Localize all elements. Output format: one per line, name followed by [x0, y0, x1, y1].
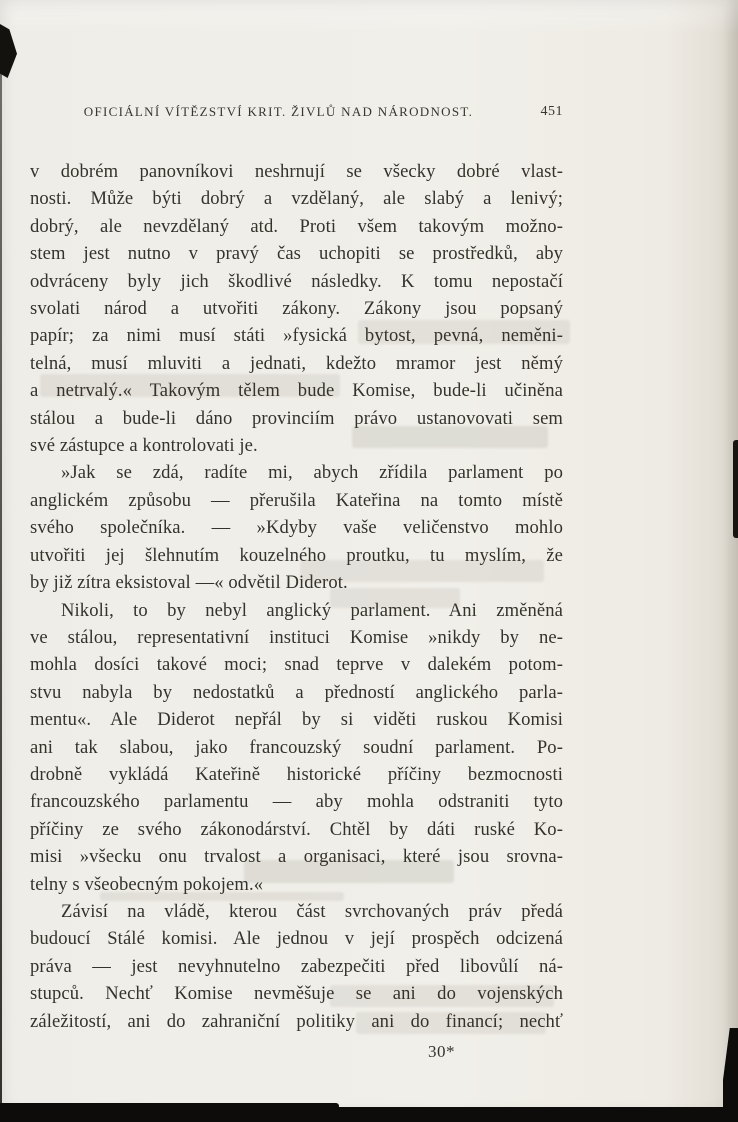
scan-mark-bottom-right-corner [723, 1028, 738, 1122]
text-line: své zástupce a kontrolovati je. [30, 435, 258, 457]
text-line: Závisí na vládě, kterou část svrchovaných práv předá [61, 900, 563, 922]
scan-mark-left-edge [0, 34, 2, 1112]
text-line: by již zítra eksistoval —« odvětil Diderot. [30, 572, 348, 594]
text-line: svého společníka. — »Kdyby vaše veličenstvo mohlo [30, 517, 563, 539]
text-line: a netrvalý.« Takovým tělem bude Komise, bude-li učiněna [30, 380, 563, 402]
page-content [30, 0, 563, 1062]
text-line: záležitostí, ani do zahraniční politiky ani do financí; nechť [30, 1010, 563, 1032]
text-line: stálou a bude-li dáno provinciím právo ustanovovati sem [30, 407, 563, 429]
text-line: utvořiti jej šlehnutím kouzelného proutku, tu myslím, že [30, 544, 563, 566]
text-line: misi »všecku onu trvalost a organisaci, které jsou srovna- [30, 846, 563, 868]
paragraph [30, 597, 563, 898]
text-line: stupců. Nechť Komise nevměšuje se ani do vojenských [30, 983, 563, 1005]
text-line: papír; za nimi musí státi »fysická bytost, pevná, neměni- [30, 325, 563, 347]
text-line: mentu«. Ale Diderot nepřál by si viděti ruskou Komisi [30, 709, 563, 731]
text-line: příčiny ze svého zákonodárství. Chtěl by dáti ruské Ko- [30, 818, 563, 840]
text-line: »Jak se zdá, radíte mi, abych zřídila parlament po [61, 462, 563, 484]
body-text [30, 158, 563, 1035]
text-line: Nikoli, to by nebyl anglický parlament. Ani změněná [61, 599, 563, 621]
page-number: 451 [540, 104, 563, 119]
text-line: svolati národ a utvořiti zákony. Zákony jsou popsaný [30, 298, 563, 320]
scan-mark-top-left-corner [0, 24, 17, 78]
text-line: stvu nabyla by nedostatků a předností anglického parla- [30, 681, 563, 703]
text-line: v dobrém panovníkovi neshrnují se všecky dobré vlast- [30, 161, 563, 182]
text-line: francouzského parlamentu — aby mohla odstraniti tyto [30, 791, 563, 813]
text-line: anglickém způsobu — přerušila Kateřina na tomto místě [30, 489, 563, 511]
text-line: mohla dosíci takové moci; snad teprve v dalekém potom- [30, 654, 563, 676]
scan-mark-bottom-edge [0, 1107, 738, 1122]
text-line: telny s všeobecným pokojem.« [30, 873, 264, 895]
paragraph [30, 459, 563, 596]
signature-mark: 30* [428, 1042, 455, 1061]
paragraph [30, 898, 563, 1035]
text-line: budoucí Stálé komisi. Ale jednou v její prospěch odcizená [30, 928, 563, 950]
text-line: odvráceny byly jich škodlivé následky. K tomu nepostačí [30, 270, 563, 292]
text-line: drobně vykládá Kateřině historické příčiny bezmocnosti [30, 763, 563, 785]
text-line: dobrý, ale nevzdělaný atd. Proti všem takovým možno- [30, 215, 563, 237]
scan-mark-right-middle [733, 440, 738, 538]
text-line: stem jest nutno v pravý čas uchopiti se prostředků, aby [30, 243, 563, 265]
paragraph [30, 158, 563, 459]
text-line: práva — jest nevyhnutelno zabezpečiti před libovůlí ná- [30, 955, 563, 977]
running-title: OFICIÁLNÍ VÍTĚZSTVÍ KRIT. ŽIVLŮ NAD NÁRODNOST. [83, 104, 474, 119]
text-line: ve stálou, representativní instituci Komise »nikdy by ne- [30, 626, 563, 648]
text-line: nosti. Může býti dobrý a vzdělaný, ale slabý a lenivý; [30, 188, 563, 210]
text-line: telná, musí mluviti a jednati, kdežto mramor jest němý [30, 352, 563, 374]
running-header [30, 103, 563, 121]
text-line: ani tak slabou, jako francouzský soudní parlament. Po- [30, 736, 563, 758]
